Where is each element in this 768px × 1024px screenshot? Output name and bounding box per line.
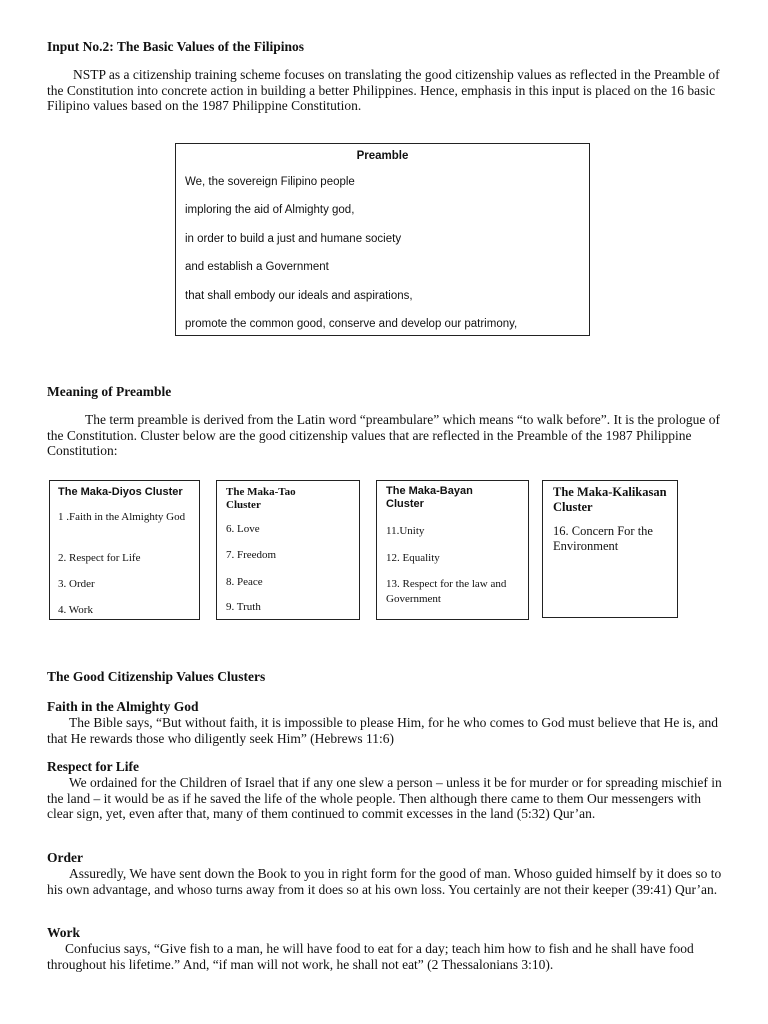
cluster-box-maka-tao bbox=[216, 480, 360, 620]
cluster-item: 2. Respect for Life bbox=[58, 552, 141, 564]
preamble-line: in order to build a just and humane society bbox=[185, 233, 402, 245]
meaning-paragraph bbox=[47, 412, 722, 459]
section-heading-order: Order bbox=[47, 850, 83, 865]
cluster-item: 9. Truth bbox=[226, 601, 261, 613]
section-text: The Bible says, “But without faith, it is impossible to please Him, for he who comes to God must believe that He is, and that He rewards those who diligently seek Him” (Hebrews 11:6) bbox=[47, 715, 719, 746]
preamble-line: and establish a Government bbox=[185, 261, 329, 273]
section-paragraph-work bbox=[47, 941, 722, 972]
section-heading-faith: Faith in the Almighty God bbox=[47, 699, 199, 714]
section-paragraph-order bbox=[47, 866, 722, 897]
page-title: Input No.2: The Basic Values of the Filipinos bbox=[47, 39, 305, 54]
cluster-item: 3. Order bbox=[58, 578, 95, 590]
section-text: We ordained for the Children of Israel that if any one slew a person – unless it be for murder or for spreading mischief in the land – it would be as if he saved the life of the whole people. Then although there came to them Our messengers with clear sign, yet, even after that, many of them continued to commit excesses in the land (5:32) Qur’an. bbox=[47, 775, 722, 821]
cluster-title: The Maka-Bayan Cluster bbox=[386, 485, 473, 510]
preamble-title: Preamble bbox=[356, 150, 409, 162]
cluster-item: 4. Work bbox=[58, 604, 93, 616]
cluster-item: 8. Peace bbox=[226, 576, 263, 588]
cluster-item: 16. Concern For the Environment bbox=[553, 524, 653, 553]
cluster-title: The Maka-Kalikasan Cluster bbox=[553, 485, 667, 514]
cluster-item: 6. Love bbox=[226, 523, 260, 535]
preamble-box bbox=[175, 143, 590, 336]
section-text: Assuredly, We have sent down the Book to you in right form for the good of man. Whoso guided himself by it does so to his own advantage, and whoso turns away from it does so at his own loss. You certainly are not their keeper (39:41) Qur’an. bbox=[47, 866, 722, 897]
meaning-heading: Meaning of Preamble bbox=[47, 384, 172, 399]
cluster-box-maka-bayan bbox=[376, 480, 529, 620]
preamble-line: that shall embody our ideals and aspirations, bbox=[185, 290, 413, 302]
cluster-title: The Maka-Diyos Cluster bbox=[58, 486, 183, 498]
cluster-item: 13. Respect for the law and Government bbox=[386, 578, 507, 605]
intro-text: NSTP as a citizenship training scheme focuses on translating the good citizenship values as reflected in the Preamble of the Constitution into concrete action in building a better Philippines. Hence, emphasis in this input is placed on the 16 basic Filipino values based on the 1987 Philippine Constitution. bbox=[47, 67, 720, 113]
intro-paragraph bbox=[47, 67, 722, 114]
meaning-text: The term preamble is derived from the Latin word “preambulare” which means “to walk before”. It is the prologue of the Constitution. Cluster below are the good citizenship values that are reflected in the Preamble of the 1987 Philippine Constitution: bbox=[47, 412, 721, 458]
section-text: Confucius says, “Give fish to a man, he will have food to eat for a day; teach him how to fish and he shall have food throughout his lifetime.” And, “if man will not work, he shall not eat” (2 Thessalonians 3:10). bbox=[47, 941, 694, 972]
section-heading-work: Work bbox=[47, 925, 81, 940]
cluster-item: 11.Unity bbox=[386, 525, 425, 537]
cluster-item: 12. Equality bbox=[386, 552, 440, 564]
values-heading: The Good Citizenship Values Clusters bbox=[47, 669, 266, 684]
preamble-line: We, the sovereign Filipino people bbox=[185, 176, 355, 188]
cluster-item: 7. Freedom bbox=[226, 549, 277, 561]
cluster-box-maka-diyos bbox=[49, 480, 200, 620]
preamble-line: imploring the aid of Almighty god, bbox=[185, 204, 355, 216]
cluster-item: 1 .Faith in the Almighty God bbox=[58, 511, 186, 523]
preamble-line: promote the common good, conserve and develop our patrimony, bbox=[185, 318, 518, 330]
section-heading-respect: Respect for Life bbox=[47, 759, 139, 774]
section-paragraph-faith bbox=[47, 715, 722, 746]
cluster-title: The Maka-Tao Cluster bbox=[226, 486, 296, 511]
section-paragraph-respect bbox=[47, 775, 722, 822]
cluster-box-maka-kalikasan bbox=[542, 480, 678, 618]
